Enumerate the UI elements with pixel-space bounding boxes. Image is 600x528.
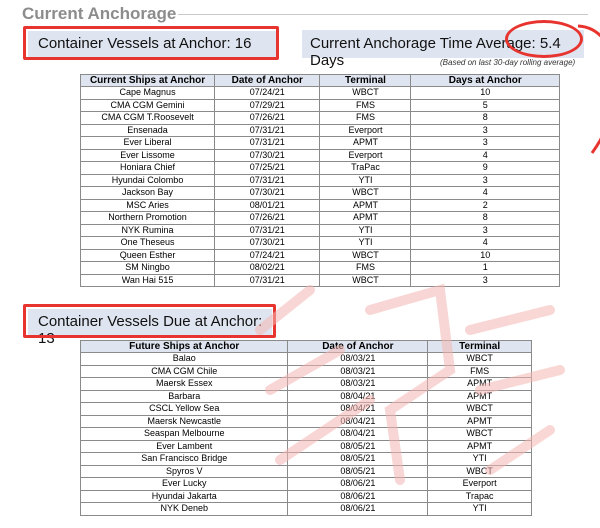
cell-date: 08/04/21 (288, 403, 428, 416)
cell-ship-name: CMA CGM T.Roosevelt (81, 112, 215, 125)
current-ships-body (81, 87, 560, 287)
cell-date: 07/30/21 (215, 187, 320, 200)
table-row (81, 365, 532, 378)
cell-terminal: WBCT (428, 428, 532, 441)
cell-days: 4 (411, 149, 560, 162)
cell-date: 08/04/21 (288, 428, 428, 441)
cell-days: 8 (411, 212, 560, 225)
cell-date: 07/31/21 (215, 137, 320, 150)
table-row (81, 187, 560, 200)
cell-terminal: APMT (428, 440, 532, 453)
table-row (81, 478, 532, 491)
cell-terminal: FMS (320, 262, 411, 275)
cell-date: 07/30/21 (215, 237, 320, 250)
table-row (81, 212, 560, 225)
cell-days: 5 (411, 99, 560, 112)
cell-ship-name: Maersk Newcastle (81, 415, 288, 428)
table-row (81, 465, 532, 478)
cell-terminal: APMT (428, 390, 532, 403)
cell-days: 1 (411, 262, 560, 275)
future-ships-body (81, 353, 532, 516)
current-ships-table (80, 74, 560, 287)
cell-terminal: Trapac (428, 490, 532, 503)
cell-terminal: APMT (320, 137, 411, 150)
table-row (81, 137, 560, 150)
cell-terminal: FMS (428, 365, 532, 378)
cell-date: 07/31/21 (215, 124, 320, 137)
table-row (81, 199, 560, 212)
cell-days: 2 (411, 199, 560, 212)
cell-days: 10 (411, 87, 560, 100)
col-header-future-date: Date of Anchor (288, 341, 428, 353)
cell-ship-name: One Theseus (81, 237, 215, 250)
cell-ship-name: Cape Magnus (81, 87, 215, 100)
table-row (81, 403, 532, 416)
due-count-label: Container Vessels Due at Anchor: (38, 313, 263, 330)
cell-terminal: YTI (320, 224, 411, 237)
cell-ship-name: CMA CGM Chile (81, 365, 288, 378)
cell-ship-name: Honiara Chief (81, 162, 215, 175)
table-row (81, 224, 560, 237)
anchor-count-value: 16 (234, 35, 252, 52)
cell-ship-name: Balao (81, 353, 288, 366)
cell-days: 3 (411, 124, 560, 137)
cell-terminal: WBCT (428, 403, 532, 416)
table-row (81, 378, 532, 391)
table-row (81, 149, 560, 162)
cell-ship-name: San Francisco Bridge (81, 453, 288, 466)
col-header-future-ship: Future Ships at Anchor (81, 341, 288, 353)
col-header-terminal: Terminal (320, 75, 411, 87)
cell-date: 08/03/21 (288, 378, 428, 391)
cell-days: 4 (411, 237, 560, 250)
current-ships-header-row (81, 75, 560, 87)
cell-ship-name: NYK Deneb (81, 503, 288, 516)
cell-terminal: APMT (320, 199, 411, 212)
cell-date: 08/04/21 (288, 390, 428, 403)
cell-ship-name: Ever Lambent (81, 440, 288, 453)
cell-date: 08/05/21 (288, 453, 428, 466)
cell-date: 08/05/21 (288, 440, 428, 453)
cell-days: 3 (411, 224, 560, 237)
cell-ship-name: CSCL Yellow Sea (81, 403, 288, 416)
future-ships-table (80, 340, 532, 516)
anchor-average-value: 5.4 Days (310, 35, 561, 69)
cell-days: 10 (411, 249, 560, 262)
anchor-count-highlight (23, 26, 279, 60)
cell-date: 07/29/21 (215, 99, 320, 112)
cell-date: 08/06/21 (288, 490, 428, 503)
cell-ship-name: Ever Lucky (81, 478, 288, 491)
cell-days: 4 (411, 187, 560, 200)
cell-date: 07/25/21 (215, 162, 320, 175)
cell-days: 8 (411, 112, 560, 125)
table-row (81, 174, 560, 187)
col-header-future-terminal: Terminal (428, 341, 532, 353)
anchor-count-label: Container Vessels at Anchor: (38, 35, 231, 52)
cell-date: 08/01/21 (215, 199, 320, 212)
cell-days: 9 (411, 162, 560, 175)
cell-terminal: FMS (320, 112, 411, 125)
table-row (81, 428, 532, 441)
cell-ship-name: NYK Rumina (81, 224, 215, 237)
cell-terminal: FMS (320, 99, 411, 112)
cell-terminal: Everport (320, 149, 411, 162)
due-count-highlight (23, 304, 276, 338)
cell-days: 3 (411, 137, 560, 150)
cell-terminal: APMT (320, 212, 411, 225)
cell-terminal: Everport (428, 478, 532, 491)
cell-ship-name: Queen Esther (81, 249, 215, 262)
cell-terminal: WBCT (428, 465, 532, 478)
table-row (81, 87, 560, 100)
cell-ship-name: Seaspan Melbourne (81, 428, 288, 441)
col-header-current-ship: Current Ships at Anchor (81, 75, 215, 87)
cell-ship-name: Barbara (81, 390, 288, 403)
cell-ship-name: Jackson Bay (81, 187, 215, 200)
cell-terminal: Everport (320, 124, 411, 137)
cell-date: 07/30/21 (215, 149, 320, 162)
table-row (81, 112, 560, 125)
cell-ship-name: Spyros V (81, 465, 288, 478)
cell-date: 08/06/21 (288, 478, 428, 491)
cell-terminal: WBCT (428, 353, 532, 366)
section-title: Current Anchorage (22, 4, 177, 23)
cell-date: 07/31/21 (215, 224, 320, 237)
cell-date: 07/31/21 (215, 174, 320, 187)
title-divider (178, 14, 588, 15)
table-row (81, 249, 560, 262)
col-header-days: Days at Anchor (411, 75, 560, 87)
cell-date: 08/02/21 (215, 262, 320, 275)
cell-ship-name: Northern Promotion (81, 212, 215, 225)
cell-date: 07/26/21 (215, 212, 320, 225)
cell-days: 3 (411, 274, 560, 287)
cell-ship-name: Wan Hai 515 (81, 274, 215, 287)
anchor-average-note: (Based on last 30-day rolling average) (440, 58, 576, 67)
cell-date: 08/06/21 (288, 503, 428, 516)
table-row (81, 503, 532, 516)
cell-date: 07/31/21 (215, 274, 320, 287)
cell-ship-name: Ensenada (81, 124, 215, 137)
cell-ship-name: Hyundai Jakarta (81, 490, 288, 503)
cell-terminal: YTI (428, 453, 532, 466)
cell-terminal: YTI (320, 237, 411, 250)
cell-ship-name: Hyundai Colombo (81, 174, 215, 187)
cell-terminal: APMT (428, 415, 532, 428)
cell-date: 07/24/21 (215, 249, 320, 262)
table-row (81, 274, 560, 287)
col-header-date: Date of Anchor (215, 75, 320, 87)
table-row (81, 415, 532, 428)
cell-ship-name: Maersk Essex (81, 378, 288, 391)
cell-terminal: YTI (428, 503, 532, 516)
cell-ship-name: CMA CGM Gemini (81, 99, 215, 112)
cell-terminal: WBCT (320, 187, 411, 200)
table-row (81, 440, 532, 453)
anchor-average-label: Current Anchorage Time Average: (310, 35, 536, 52)
cell-days: 3 (411, 174, 560, 187)
cell-terminal: WBCT (320, 249, 411, 262)
cell-date: 08/04/21 (288, 415, 428, 428)
cell-terminal: WBCT (320, 274, 411, 287)
table-row (81, 237, 560, 250)
table-row (81, 99, 560, 112)
table-row (81, 162, 560, 175)
table-row (81, 262, 560, 275)
cell-terminal: WBCT (320, 87, 411, 100)
cell-ship-name: MSC Aries (81, 199, 215, 212)
cell-ship-name: Ever Liberal (81, 137, 215, 150)
table-row (81, 124, 560, 137)
cell-date: 08/03/21 (288, 365, 428, 378)
cell-date: 08/05/21 (288, 465, 428, 478)
future-ships-header-row (81, 341, 532, 353)
cell-ship-name: SM Ningbo (81, 262, 215, 275)
table-row (81, 353, 532, 366)
cell-date: 07/26/21 (215, 112, 320, 125)
cell-date: 08/03/21 (288, 353, 428, 366)
due-count-value: 13 (38, 330, 55, 347)
table-row (81, 490, 532, 503)
cell-date: 07/24/21 (215, 87, 320, 100)
cell-terminal: YTI (320, 174, 411, 187)
table-row (81, 390, 532, 403)
cell-ship-name: Ever Lissome (81, 149, 215, 162)
cell-terminal: APMT (428, 378, 532, 391)
cell-terminal: TraPac (320, 162, 411, 175)
table-row (81, 453, 532, 466)
